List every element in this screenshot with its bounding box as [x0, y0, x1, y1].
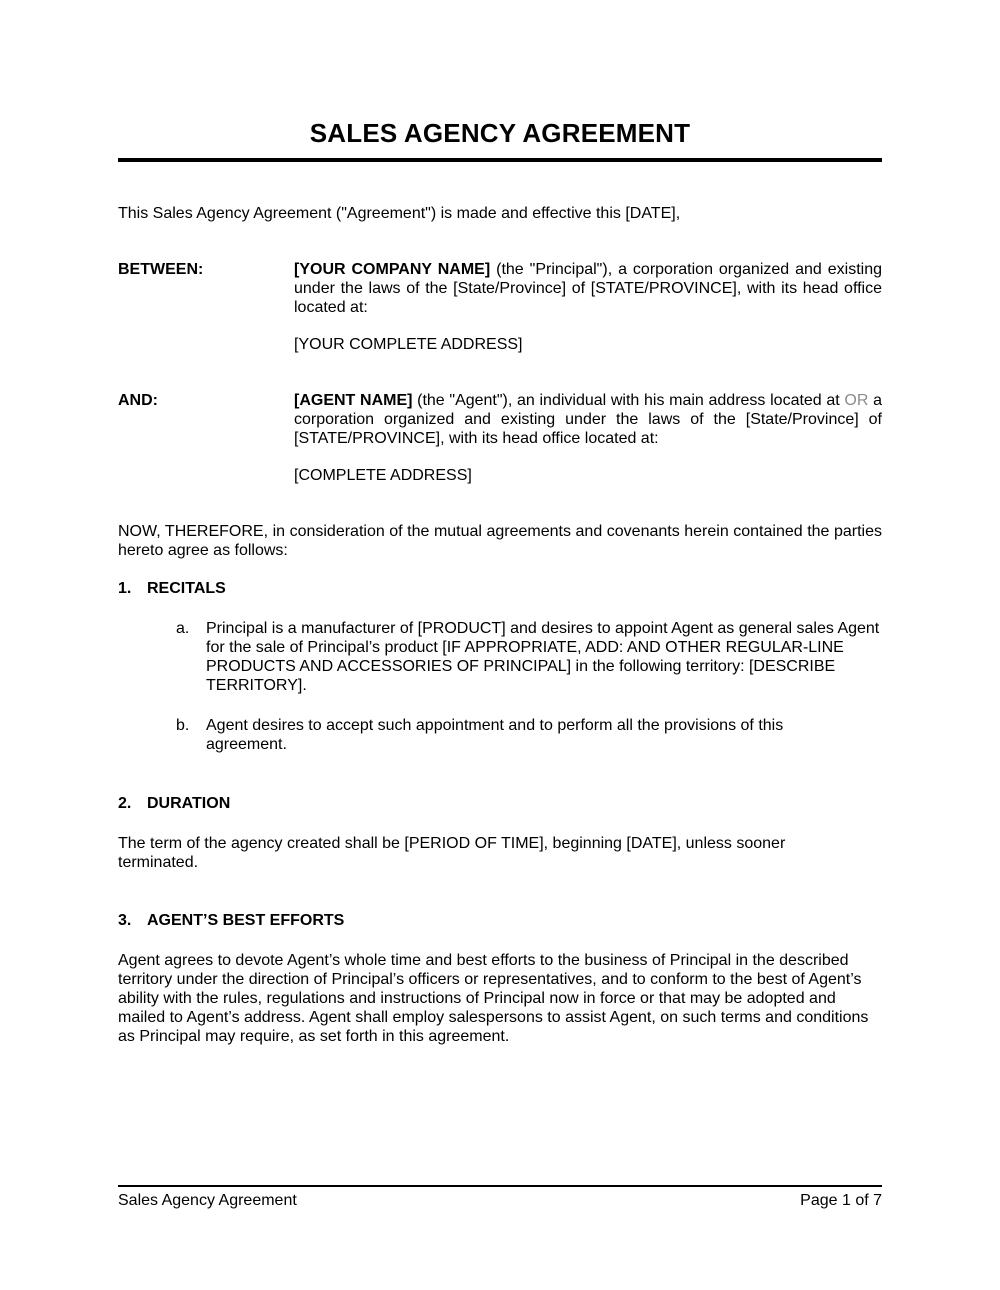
intro-paragraph: This Sales Agency Agreement ("Agreement") is made and effective this [DATE], [118, 205, 681, 222]
document-page [118, 0, 882, 1290]
document-title: SALES AGENCY AGREEMENT [309, 118, 691, 148]
duration-paragraph: The term of the agency created shall be [PERIOD OF TIME], beginning [DATE], unless sooner terminated. [118, 835, 786, 871]
principal-text: (the "Principal"), a corporation organized and existing under the laws of the [State/Province] of [STATE/PROVINCE], with its head office located at: [294, 261, 883, 316]
agent-description [294, 391, 882, 448]
section-title: AGENT’S BEST EFFORTS [147, 912, 345, 929]
agent-text-1: (the "Agent"), an individual with his main address located at [412, 392, 845, 409]
between-label: BETWEEN: [118, 261, 204, 278]
best-efforts-paragraph: Agent agrees to devote Agent’s whole time and best efforts to the business of Principal in the described territory under the direction of Principal’s officers or representatives, and to conform to the best of Agent’s ability with the rules, regulations and instructions of Principal now in force or that may be adopted and mailed to Agent’s address. Agent shall employ salespersons to assist Agent, on such terms and conditions as Principal may require, as set forth in this agreement. [118, 952, 869, 1045]
recital-letter: b. [176, 717, 190, 734]
footer-document-name: Sales Agency Agreement [118, 1192, 297, 1209]
section-heading-best-efforts [118, 911, 344, 930]
section-number: 1. [118, 580, 132, 597]
principal-description [294, 260, 882, 317]
section-title: RECITALS [147, 580, 226, 597]
recital-text: Agent desires to accept such appointment and to perform all the provisions of this agreement. [206, 717, 784, 753]
principal-address: [YOUR COMPLETE ADDRESS] [294, 336, 523, 353]
section-number: 2. [118, 795, 132, 812]
agent-text-2: a corporation organized and existing under the laws of the [State/Province] of [STATE/PROVINCE], with its head office located at: [294, 392, 883, 447]
section-number: 3. [118, 912, 132, 929]
footer-divider [118, 1185, 882, 1187]
recital-text: Principal is a manufacturer of [PRODUCT] and desires to appoint Agent as general sales Agent for the sale of Principal’s product [IF APPROPRIATE, ADD: AND OTHER REGULAR-LINE PRODUCTS AND ACCESSORIES OF PRINCIPAL] in the following territory: [DESCRIBE TERRITORY]. [206, 620, 880, 694]
title-divider [118, 158, 882, 162]
or-option: OR [844, 392, 869, 409]
whereas-paragraph: NOW, THEREFORE, in consideration of the mutual agreements and covenants herein contained the parties hereto agree as follows: [118, 523, 882, 559]
footer-page-number: Page 1 of 7 [800, 1192, 882, 1209]
principal-name: [YOUR COMPANY NAME] [294, 261, 491, 278]
section-heading-recitals [118, 579, 226, 598]
and-label: AND: [118, 392, 158, 409]
section-title: DURATION [147, 795, 231, 812]
section-heading-duration [118, 794, 230, 813]
recital-letter: a. [176, 620, 190, 637]
agent-address: [COMPLETE ADDRESS] [294, 467, 472, 484]
agent-name: [AGENT NAME] [294, 392, 413, 409]
